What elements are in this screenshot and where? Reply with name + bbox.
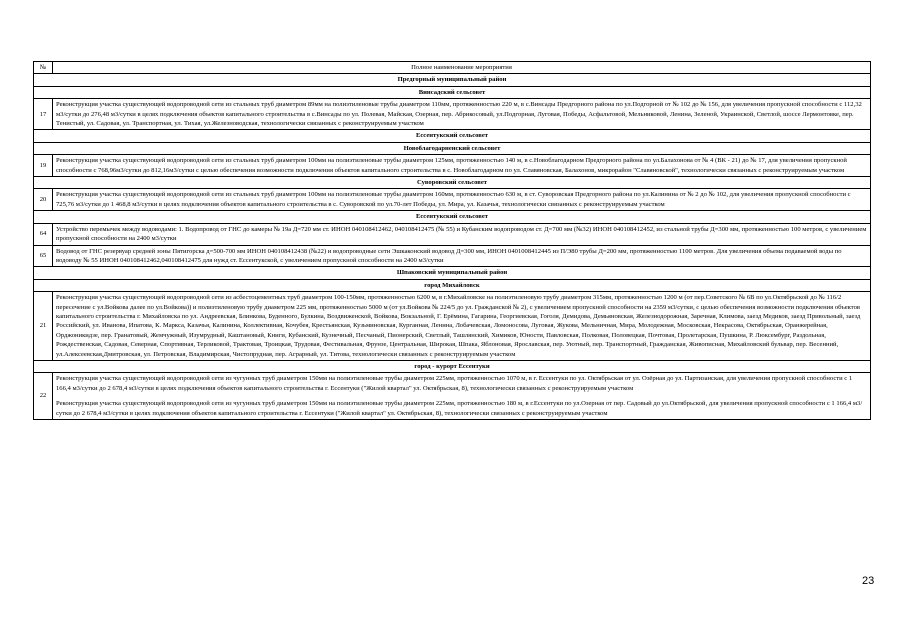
table-row [34, 99, 871, 130]
row-text: Реконструкция участка существующей водопроводной сети из асбестоцементных труб диаметром 100-150мм, протяженностью 6200 м, в г.Михайловске на полиэтиленовую трубу диаметром 315мм, протяженностью 1200 м (от пер.Советского № 6В по ул.Октябрьской до № 116/2 пересечение с ул.Войкова далее по ул.Войкова)) и полиэтиленовую трубу диаметром 225 мм, протяженностью 5000 м (от ул.Войкова № 224/5 до ул. Гражданской № 2), с увеличением пропускной способности на 2359 м3/сутки, с целью обеспечения возможности подключения объектов капитального строительства г. Михайловска по ул. Андреевская, Блинкова, Буденного, Булкина, Воздвиженской, Войкова, Вокзальной, Г. Ерёмина, Гагарина, Георгиевская, Гоголя, Демидова, Демьяновская, Железнодорожная, Заречная, Климова, заезд Медиков, заезд Привольный, заезд Российский, ул. Иванова, Ипатова, К. Маркса, Казачья, Калинина, Коллективная, Кочубея, Крестьянская, Кузьминовская, Курганная, Ленина, Лобачевская, Ломоносова, Луговая, Жукова, Мельничная, Мира, Молодежная, Московская, Некрасова, Октябрьская, Оранжерейная, Орджоникидзе, пер. Гранатовый, Жемчужный, Изумрудный, Каштановый, Книги, Кубанский, Кузнечный, Песчаный, Пионерский, Светлый, Ташлянский, Химиков, Юности, Павловская, Полковая, Половецкая, Почтовая, Пролетарская, Пушкина, Р. Люксембург, Раздольная, Рождественская, Садовая, Северная, Спортивная, Терликовой, Трактовая, Троицкая, Трудовая, Фестивальная, Фрунзе, Центральная, Широкая, Шпака, Яблоновая, Ярославская, пер. Уютный, пер. Транспортный, Гражданская, Живописная, Михайловский бульвар, пер. Весенний, ул.Алексеевская,Дмитровская, ул. Петровская, Владимирская, Чистопрудная, пер. Аграрный, ул. Титова, технологически связанных с реконструируемым участком [53, 292, 871, 361]
section-title: город - курорт Ессентуки [34, 360, 871, 372]
table-row [34, 189, 871, 211]
row-number: 19 [34, 155, 53, 177]
table-row [34, 373, 871, 420]
header-title: Полное наименование мероприятия [53, 62, 871, 74]
section-title: Винсадский сельсовет [34, 86, 871, 98]
table-header-row [34, 62, 871, 74]
table-row [34, 155, 871, 177]
section-row [34, 211, 871, 223]
section-title: Суворовский сельсовет [34, 177, 871, 189]
table-row [34, 292, 871, 361]
measures-table [33, 61, 871, 420]
section-row [34, 177, 871, 189]
section-row [34, 360, 871, 372]
section-title: Шпаковский муниципальный район [34, 267, 871, 279]
table-row [34, 245, 871, 267]
row-number: 17 [34, 99, 53, 130]
row-number: 20 [34, 189, 53, 211]
row-number: 21 [34, 292, 53, 361]
section-row [34, 86, 871, 98]
row-number: 64 [34, 223, 53, 245]
section-row [34, 267, 871, 279]
section-title: Ессентукский сельсовет [34, 211, 871, 223]
section-row [34, 130, 871, 142]
row-text: Реконструкция участка существующей водопроводной сети из стальных труб диаметром 89мм на полиэтиленовые трубы диаметром 110мм, протяженностью 220 м, в с.Винсады Предгорного района по ул.Подгорной от № 102 до № 156, для увеличения пропускной способности с 112,32 м3/сутки до 276,48 м3/сутки в целях подключения объектов капитального строительства в с.Винсады по ул. Полевая, Майская, Озерная, пер. Абрикосовый, ул.Подгорная, Луговая, Победы, Асфальтовой, Мельниковой, Ленина, Зеленой, Украинской, Светлой, шоссе Лермонтовке, пер. Тенистый, ул. Садовая, ул. Транспортная, ул. Тихая, ул.Железноводская, технологически связанных с реконструируемым участком [53, 99, 871, 130]
header-number: № [34, 62, 53, 74]
section-title: Предгорный муниципальный район [34, 74, 871, 86]
section-title: город Михайловск [34, 279, 871, 291]
row-text: Реконструкция участка существующей водопроводной сети из стальных труб диаметром 100мм на полиэтиленовые трубы диаметром 125мм, протяженностью 140 м, в с.Новоблагодарном Предгорного района по ул.Балахонова от № 4 (ВК - 21) до № 17, для увеличения пропускной способности с 768,96м3/сутки до 812,16м3/сутки с целью обеспечения возможности подключения объектов капитального строительства в с. Новоблагодарном по ул. Славяновская, Балахонов, микрорайон "Славяновской", технологически связанных с реконструируемым участком [53, 155, 871, 177]
section-title: Ессентукский сельсовет [34, 130, 871, 142]
section-row [34, 74, 871, 86]
row-text-group [53, 373, 871, 420]
section-row [34, 142, 871, 154]
row-number: 65 [34, 245, 53, 267]
row-text: Устройство перемычек между водоводами: 1. Водопровод от ГНС до камеры № 19а Д=720 мм ст. ИНОН 040108412462, 040108412475 (№ 55) и Кубанским водопроводом ст. Д=700 мм (№32) ИНОН 040108412452, из стальной трубы Д=300 мм, протяженностью 100 метров, с увеличением пропускной способности на 2400 м3/сутки [53, 223, 871, 245]
table-row [34, 223, 871, 245]
row-number: 22 [34, 373, 53, 420]
section-row [34, 279, 871, 291]
row-text: Реконструкция участка существующей водопроводной сети из стальных труб диаметром 100мм на полиэтиленовые трубы диаметром 160мм, протяженностью 630 м, в ст. Суворовская Предгорного района по ул.Калинина от № 2 до № 102, для увеличения пропускной способности с 725,76 м3/сутки до 1 468,8 м3/сутки в целях подключения объектов капитального строительства в с. Суворовской по ул.70-лет Победы, ул. Мира, ул. Казачья, технологически связанных с реконструируемым участком [53, 189, 871, 211]
row-text: Водовод от ГНС резервуар средней зоны Пятигорска д=500-700 мм ИНОН 040108412438 (№22) и водопроводные сети Эшкаконский водовод Д=300 мм, ИНОН 0401008412445 из П/Э80 трубы Д=200 мм, протяженностью 1100 метров. Для увеличения объема подаваемой воды по водоводу № 55 ИНОН 040108412462,040108412475 для нужд ст. Ессентукской, с увеличением пропускной способности на 2400 м3/сутки [53, 245, 871, 267]
row-text: Реконструкция участка существующей водопроводной сети из чугунных труб диаметром 150мм на полиэтиленовые трубы диаметром 225мм, протяженностью 180 м, в г.Ессентуки по ул.Озерная от пер. Садовый до ул.Октябрьской, для увеличения пропускной способности с 1 166,4 м3/сутки до 2 678,4 м3/сутки в целях подключения объектов капитального строительства г. Ессентуки ("Жилой квартал" ул. Октябрьская, 8), технологически связанных с реконструируемым участком [56, 400, 863, 417]
section-title: Новоблагодарненский сельсовет [34, 142, 871, 154]
page-number: 23 [862, 575, 875, 587]
row-text: Реконструкция участка существующей водопроводной сети из чугунных труб диаметром 150мм на полиэтиленовые трубы диаметром 225мм, протяженностью 1070 м, в г. Ессентуки по ул. Октябрьская от ул. Озёрная до ул. Партизанская, для увеличения пропускной способности с 1 166,4 м3/сутки до 2 678,4 м3/сутки в целях подключения объектов капитального строительства г. Ессентуки ("Жилой квартал" ул. Октябрьская, 8), технологически связанных с реконструируемым участком [56, 375, 853, 392]
